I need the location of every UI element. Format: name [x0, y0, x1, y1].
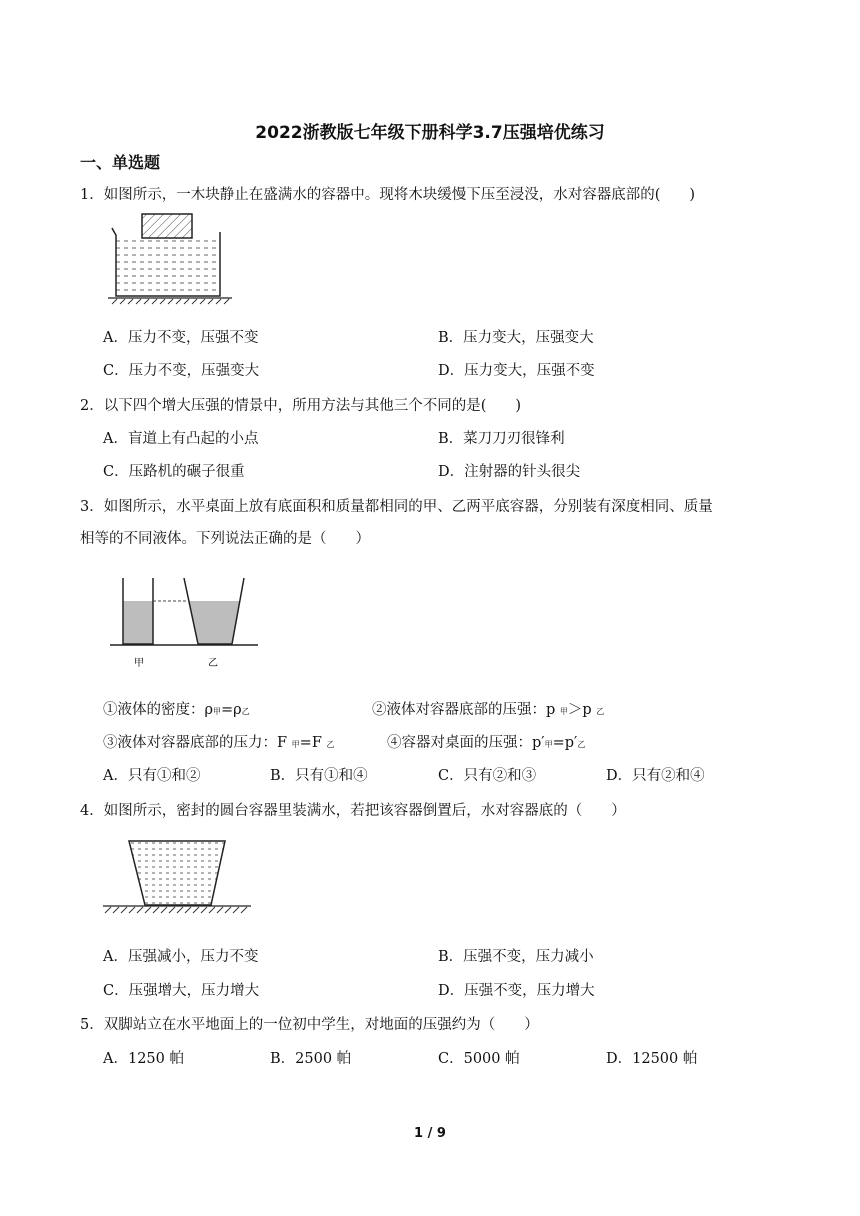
figure-label-yi: 乙	[208, 658, 218, 669]
statement-3-text: ③液体对容器底部的压力：F	[103, 735, 292, 751]
question-1-figure	[108, 210, 236, 310]
question-5-option-b[interactable]: B．2500 帕	[270, 1051, 352, 1067]
question-2-option-b[interactable]: B．菜刀刀刃很锋利	[438, 431, 565, 447]
question-5-stem: 5．双脚站立在水平地面上的一位初中学生，对地面的压强约为（ ）	[80, 1017, 539, 1033]
question-5-option-a[interactable]: A．1250 帕	[103, 1051, 184, 1067]
statement-4-sub-jia: 甲	[544, 740, 553, 749]
statement-3-sub-jia: 甲	[291, 740, 300, 749]
question-2-stem: 2．以下四个增大压强的情景中，所用方法与其他三个不同的是( )	[80, 398, 522, 414]
statement-1-sub-jia: 甲	[213, 707, 222, 716]
question-1-stem: 1．如图所示，一木块静止在盛满水的容器中。现将木块缓慢下压至浸没，水对容器底部的( )	[80, 187, 696, 203]
question-1-option-d[interactable]: D．压力变大，压强不变	[438, 363, 595, 379]
statement-3-sub-yi: 乙	[326, 740, 335, 749]
question-1-option-b[interactable]: B．压力变大，压强变大	[438, 330, 594, 346]
question-3-option-b[interactable]: B．只有①和④	[270, 768, 368, 784]
page-title: 2022浙教版七年级下册科学3.7压强培优练习	[255, 123, 605, 143]
page-number: 1 / 9	[414, 1126, 446, 1141]
statement-2-sub-yi: 乙	[596, 707, 605, 716]
question-4-figure	[103, 834, 253, 916]
figure-label-jia: 甲	[134, 658, 144, 669]
question-3-option-d[interactable]: D．只有②和④	[606, 768, 705, 784]
question-3-statement-1	[103, 698, 250, 719]
question-3-option-c[interactable]: C．只有②和③	[438, 768, 537, 784]
section-heading: 一、单选题	[80, 153, 161, 172]
question-3-option-a[interactable]: A．只有①和②	[103, 768, 201, 784]
question-2-option-d[interactable]: D．注射器的针头很尖	[438, 464, 581, 480]
statement-4-sub-yi: 乙	[577, 740, 586, 749]
statement-2-sub-jia: 甲	[559, 707, 568, 716]
question-3-statement-2	[372, 698, 604, 719]
statement-1-mid: =ρ	[221, 702, 242, 718]
question-4-option-b[interactable]: B．压强不变，压力减小	[438, 949, 594, 965]
question-2-option-a[interactable]: A．盲道上有凸起的小点	[103, 431, 259, 447]
statement-2-text: ②液体对容器底部的压强：p	[372, 702, 560, 718]
question-3-figure	[110, 572, 260, 672]
question-4-option-d[interactable]: D．压强不变，压力增大	[438, 983, 595, 999]
statement-3-mid: =F	[299, 735, 327, 751]
question-3-stem-line1: 3．如图所示，水平桌面上放有底面积和质量都相同的甲、乙两平底容器，分别装有深度相同、质量	[80, 499, 713, 515]
statement-2-mid: ＞p	[567, 702, 597, 718]
question-4-option-c[interactable]: C．压强增大，压力增大	[103, 983, 260, 999]
question-4-option-a[interactable]: A．压强减小，压力不变	[103, 949, 259, 965]
question-2-option-c[interactable]: C．压路机的碾子很重	[103, 464, 245, 480]
question-5-option-d[interactable]: D．12500 帕	[606, 1051, 698, 1067]
question-4-stem: 4．如图所示，密封的圆台容器里装满水，若把该容器倒置后，水对容器底的（ ）	[80, 803, 626, 819]
question-3-stem-line2: 相等的不同液体。下列说法正确的是（ ）	[80, 531, 370, 547]
question-3-statement-3	[103, 731, 335, 752]
statement-1-text: ①液体的密度：ρ	[103, 702, 214, 718]
question-3-statement-4	[387, 731, 585, 752]
question-5-option-c[interactable]: C．5000 帕	[438, 1051, 520, 1067]
statement-4-text: ④容器对桌面的压强：p′	[387, 735, 545, 751]
question-1-option-a[interactable]: A．压力不变，压强不变	[103, 330, 259, 346]
question-1-option-c[interactable]: C．压力不变，压强变大	[103, 363, 260, 379]
statement-4-mid: =p′	[552, 735, 578, 751]
statement-1-sub-yi: 乙	[241, 707, 250, 716]
